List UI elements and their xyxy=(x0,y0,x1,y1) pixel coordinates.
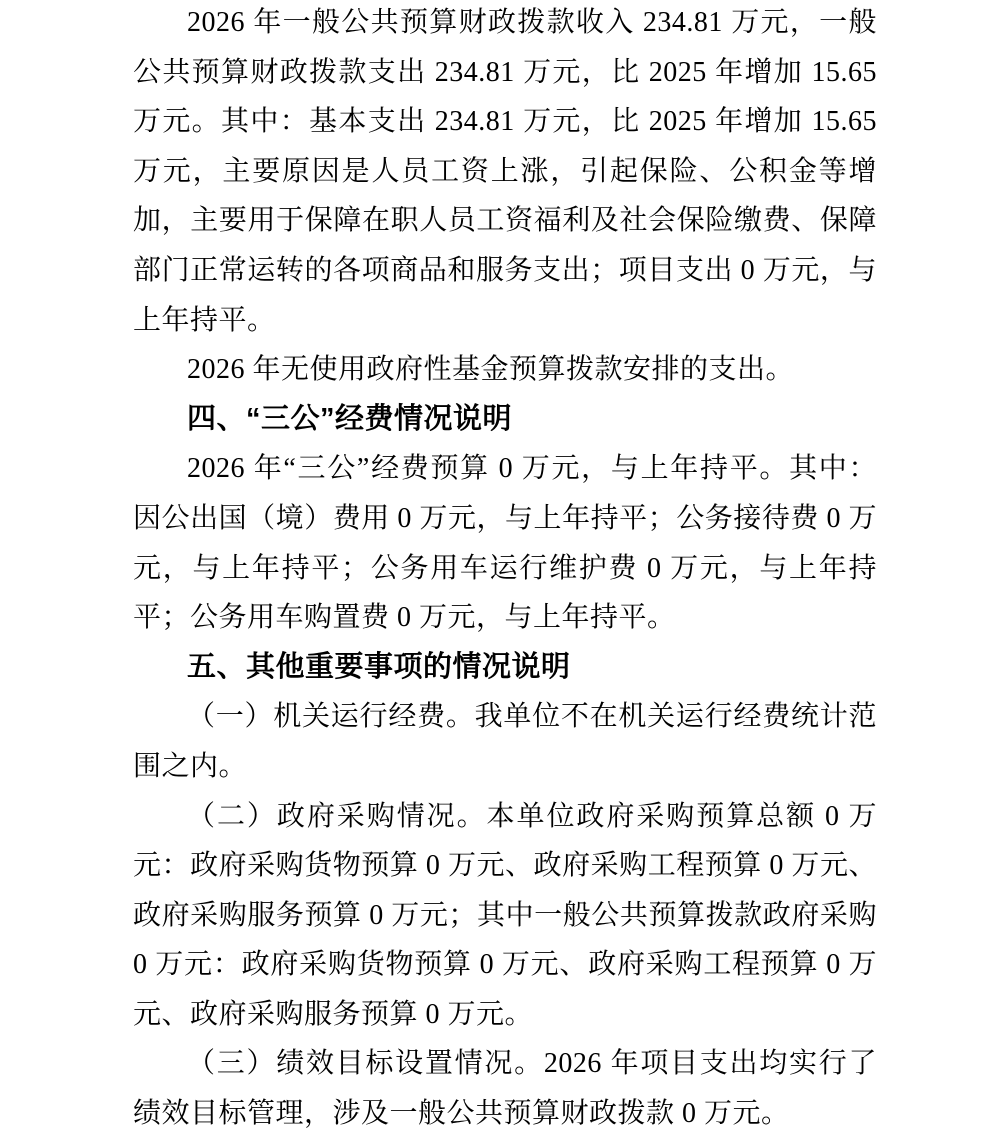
paragraph-general-budget-appropriation: 2026 年一般公共预算财政拨款收入 234.81 万元，一般公共预算财政拨款支出 234.81 万元，比 2025 年增加 15.65 万元。其中：基本支出 234.81 万元，比 2025 年增加 15.65 万元，主要原因是人员工资上涨，引起保险、公积金等增加，主要用于保障在职人员工资福利及社会保险缴费、保障部门正常运转的各项商品和服务支出；项目支出 0 万元，与上年持平。 xyxy=(133,7,877,336)
document-body xyxy=(133,0,877,1139)
paragraph-government-fund-budget: 2026 年无使用政府性基金预算拨款安排的支出。 xyxy=(187,354,795,386)
paragraph-government-procurement: （二）政府采购情况。本单位政府采购预算总额 0 万元：政府采购货物预算 0 万元、政府采购工程预算 0 万元、政府采购服务预算 0 万元；其中一般公共预算拨款政府采购 0 万元：政府采购货物预算 0 万元、政府采购工程预算 0 万元、政府采购服务预算 0 万元。 xyxy=(133,800,877,1030)
heading-other-important-matters: 五、其他重要事项的情况说明 xyxy=(187,650,571,683)
paragraph-agency-operating-funds: （一）机关运行经费。我单位不在机关运行经费统计范围之内。 xyxy=(133,701,877,782)
paragraph-performance-targets: （三）绩效目标设置情况。2026 年项目支出均实行了绩效目标管理，涉及一般公共预算财政拨款 0 万元。 xyxy=(133,1048,877,1130)
paragraph-three-public-expenses-detail: 2026 年“三公”经费预算 0 万元，与上年持平。其中：因公出国（境）费用 0 万元，与上年持平；公务接待费 0 万元，与上年持平；公务用车运行维护费 0 万元，与上年持平；公务用车购置费 0 万元，与上年持平。 xyxy=(133,453,877,634)
heading-three-public-expenses: 四、“三公”经费情况说明 xyxy=(187,402,513,435)
